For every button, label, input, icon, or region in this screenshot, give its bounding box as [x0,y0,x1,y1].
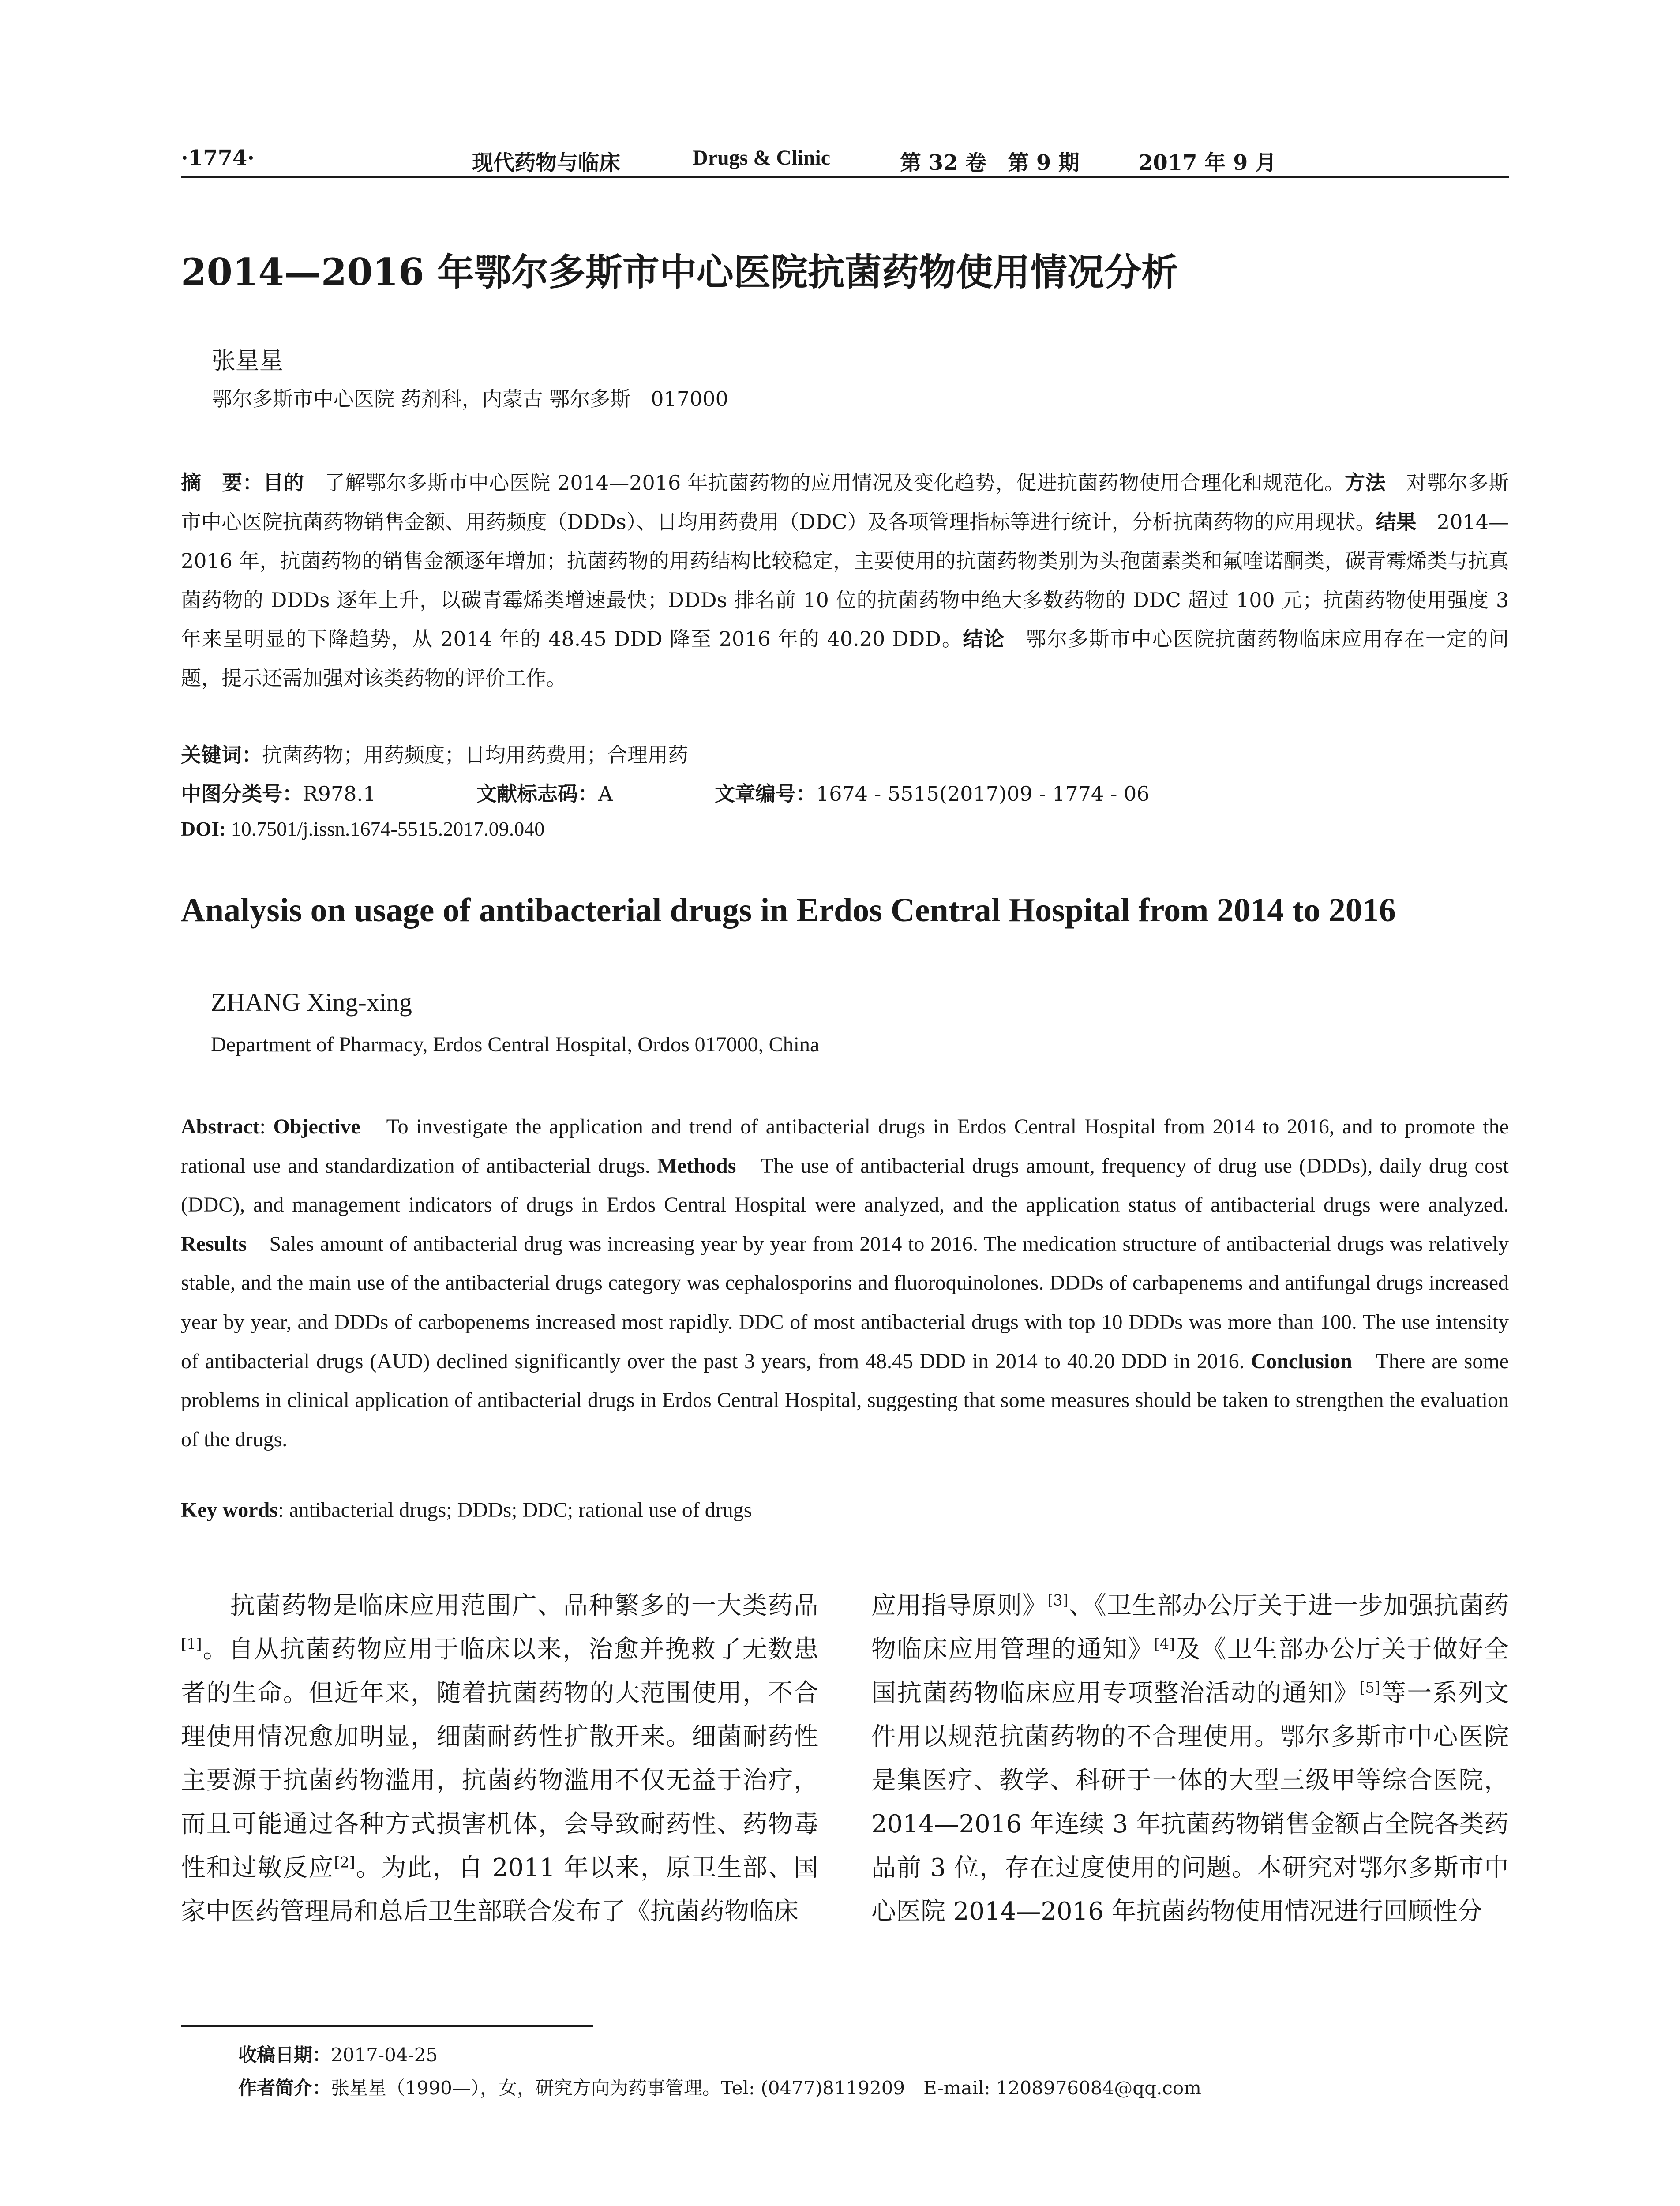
author-bio-text: 张星星（1990—），女，研究方向为药事管理。Tel: (0477)8119209 E-mail: 1208976084@qq.com [331,2077,1201,2099]
objective-text-cn: 了解鄂尔多斯市中心医院 2014—2016 年抗菌药物的应用情况及变化趋势，促进抗菌药物使用合理化和规范化。 [304,471,1345,495]
objective-label-en: Objective [273,1115,360,1138]
article-number-label: 文章编号： [715,782,816,806]
citation-3[interactable]: [3] [1047,1591,1069,1609]
volume-issue: 第 32 卷 第 9 期 [900,150,1080,175]
doi[interactable] [181,817,544,840]
citation-2[interactable]: [2] [334,1853,355,1871]
objective-text-en: To investigate the application and trend of antibacterial drugs in Erdos Central Hospital from 2014 to 2016, and to promote the rational use and standardization of antibacterial drugs. [181,1115,1509,1178]
body-column-left [181,1584,818,1933]
document-code [476,778,613,807]
running-header [181,141,1509,176]
received-label: 收稿日期： [238,2044,331,2066]
doi-value[interactable]: 10.7501/j.issn.1674-5515.2017.09.040 [226,818,545,840]
document-code-label: 文献标志码： [476,782,598,806]
author-en: ZHANG Xing-xing [211,988,412,1017]
methods-text-cn: 对鄂尔多斯市中心医院抗菌药物销售金额、用药频度（DDDs）、日均用药费用（DDC）及各项管理指标等进行统计，分析抗菌药物的应用现状。 [181,471,1509,534]
footnote-author-bio [238,2074,1201,2100]
author-cn: 张星星 [212,347,283,375]
citation-1[interactable]: [1] [181,1635,202,1653]
abstract-cn [181,463,1509,698]
author-bio-label: 作者简介： [238,2077,331,2099]
citation-4[interactable]: [4] [1154,1635,1175,1653]
keywords-en [181,1498,752,1522]
header-divider [181,176,1509,178]
article-number-value: 1674 - 5515(2017)09 - 1774 - 06 [816,782,1150,806]
abstract-en-label: Abstract [181,1115,260,1138]
methods-text-en: The use of antibacterial drugs amount, frequency of drug use (DDDs), daily drug cost (DDC), and management indicators of drugs in Erdos Central Hospital were analyzed, and the application status of antibacterial drugs were analyzed. [181,1154,1509,1217]
body-right-text-1: 应用指导原则》 [871,1591,1048,1620]
footnote-received [238,2041,438,2067]
abstract-en [181,1107,1509,1459]
article-title-en: Analysis on usage of antibacterial drugs in Erdos Central Hospital from 2014 to 2016 [181,892,1396,929]
body-left-text-1: 抗菌药物是临床应用范围广、品种繁多的一大类药品 [230,1591,818,1620]
issue-date: 2017 年 9 月 [1138,150,1277,175]
keywords-en-label: Key words [181,1498,278,1522]
received-date: 2017-04-25 [331,2044,438,2066]
citation-5[interactable]: [5] [1359,1679,1380,1696]
conclusion-text-cn: 鄂尔多斯市中心医院抗菌药物临床应用存在一定的问题，提示还需加强对该类药物的评价工作。 [181,627,1509,690]
body-right-text-2: 、《卫生部办公厅关于进一步加强抗菌药物临床应用管理的通知》 [871,1591,1509,1664]
article-number [715,778,1150,807]
body-right-text-3: 及《卫生部办公厅关于做好全国抗菌药物临床应用专项整治活动的通知》 [871,1635,1509,1707]
article-title-cn: 2014—2016 年鄂尔多斯市中心医院抗菌药物使用情况分析 [181,250,1178,294]
results-text-cn: 2014—2016 年，抗菌药物的销售金额逐年增加；抗菌药物的用药结构比较稳定，主要使用的抗菌药物类别为头孢菌素类和氟喹诺酮类，碳青霉烯类与抗真菌药物的 DDDs 逐年上升，以碳青霉烯类增速最快；DDDs 排名前 10 位的抗菌药物中绝大多数药物的 DDC 超过 100 元；抗菌药物使用强度 3 年来呈明显的下降趋势，从 2014 年的 48.45 DDD 降至 2016 年的 40.20 DDD。 [181,510,1509,651]
body-left-text-2: 。自从抗菌药物应用于临床以来，治愈并挽救了无数患者的生命。但近年来，随着抗菌药物的大范围使用，不合理使用情况愈加明显，细菌耐药性扩散开来。细菌耐药性主要源于抗菌药物滥用，抗菌药物滥用不仅无益于治疗，而且可能通过各种方式损害机体，会导致耐药性、药物毒性和过敏反应 [181,1635,818,1882]
abstract-cn-label: 摘 要： [181,471,263,495]
journal-name-en: Drugs & Clinic [693,146,830,169]
journal-name-cn: 现代药物与临床 [472,150,621,175]
keywords-cn-label: 关键词： [181,743,262,767]
results-label-en: Results [181,1232,247,1256]
conclusion-text-en: There are some problems in clinical application of antibacterial drugs in Erdos Central Hospital, suggesting that some measures should be taken to strengthen the evaluation of the drugs. [181,1349,1509,1451]
results-label-cn: 结果 [1376,510,1417,534]
body-column-right [871,1584,1509,1933]
objective-label-cn: 目的 [263,471,304,495]
body-right-text-4: 等一系列文件用以规范抗菌药物的不合理使用。鄂尔多斯市中心医院是集医疗、教学、科研于一体的大型三级甲等综合医院，2014—2016 年连续 3 年抗菌药物销售金额占全院各类药品前 3 位，存在过度使用的问题。本研究对鄂尔多斯市中心医院 2014—2016 年抗菌药物使用情况进行回顾性分 [871,1679,1509,1926]
clc-value: R978.1 [303,782,376,806]
methods-label-cn: 方法 [1345,471,1386,495]
keywords-cn [181,739,688,768]
results-text-en: Sales amount of antibacterial drug was increasing year by year from 2014 to 2016. The medication structure of antibacterial drugs was relatively stable, and the main use of the antibacterial drugs category was cephalosporins and fluoroquinolones. DDDs of carbapenems and antifungal drugs increased year by year, and DDDs of carbopenems increased most rapidly. DDC of most antibacterial drugs with top 10 DDDs was more than 100. The use intensity of antibacterial drugs (AUD) declined significantly over the past 3 years, from 48.45 DDD in 2014 to 40.20 DDD in 2016. [181,1232,1509,1373]
doi-label: DOI: [181,818,226,840]
footnote-divider [181,2025,593,2027]
body-left-text-3: 。为此，自 2011 年以来，原卫生部、国家中医药管理局和总后卫生部联合发布了《抗菌药物临床 [181,1853,818,1926]
abstract-en-colon: : [259,1115,274,1138]
conclusion-label-en: Conclusion [1251,1349,1352,1373]
page-number: ·1774· [181,146,255,170]
methods-label-en: Methods [657,1154,736,1178]
affiliation-en: Department of Pharmacy, Erdos Central Hospital, Ordos 017000, China [211,1033,820,1056]
clc-label: 中图分类号： [181,782,303,806]
affiliation-cn: 鄂尔多斯市中心医院 药剂科，内蒙古 鄂尔多斯 017000 [212,387,728,411]
conclusion-label-cn: 结论 [963,627,1005,651]
keywords-cn-text: 抗菌药物；用药频度；日均用药费用；合理用药 [262,743,688,767]
keywords-en-text: : antibacterial drugs; DDDs; DDC; rational use of drugs [278,1498,752,1522]
clc-number [181,778,376,807]
document-code-value: A [598,782,613,806]
